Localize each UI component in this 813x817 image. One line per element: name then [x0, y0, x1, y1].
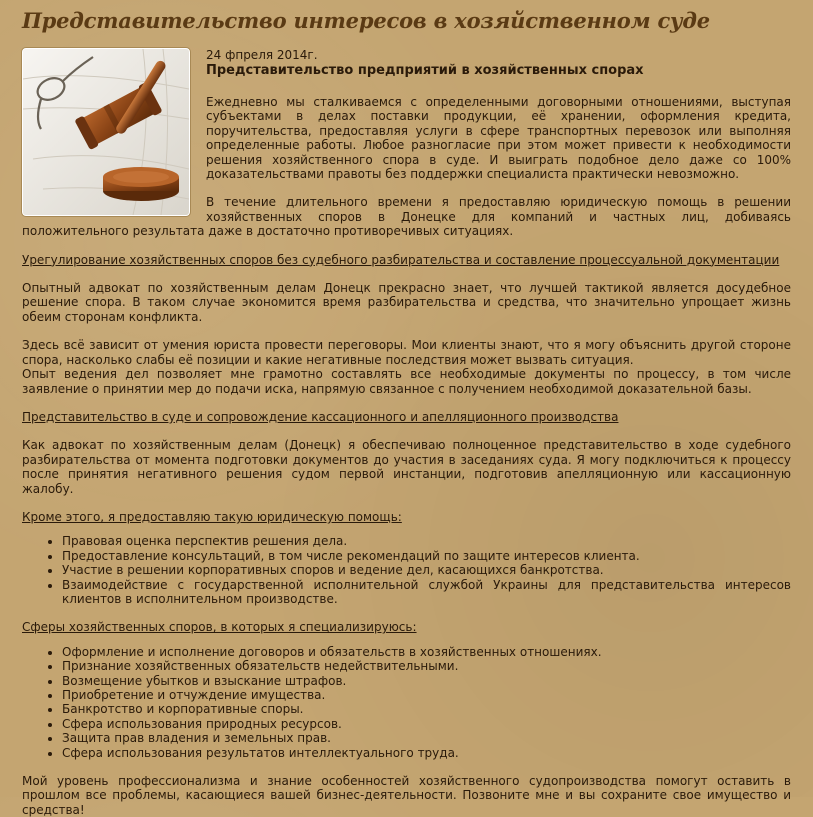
spheres-list — [22, 645, 791, 760]
settlement-paragraph-3: Опыт ведения дел позволяет мне грамотно составлять все необходимые документы по процессу, в том числе заявление о принятии мер до подачи иска, напрямую связанное с получением необходимой доказательной базы. — [22, 367, 791, 396]
services-list — [22, 534, 791, 606]
section-heading-representation: Представительство в суде и сопровождение кассационного и апелляционного производства — [22, 409, 619, 424]
list-item: • Защита прав владения и земельных прав. — [62, 731, 791, 745]
list-item: • Банкротство и корпоративные споры. — [62, 702, 791, 716]
list-item: • Оформление и исполнение договоров и обязательств в хозяйственных отношениях. — [62, 645, 791, 659]
article-date: 24 фпреля 2014г. — [206, 48, 318, 62]
list-item: • Взаимодействие с государственной исполнительной службой Украины для представительства интересов клиентов в исполнительном производстве. — [62, 578, 791, 607]
section-heading-spheres: Сферы хозяйственных споров, в которых я специализируюсь: — [22, 620, 417, 635]
article-heading: Представительство предприятий в хозяйственных спорах — [206, 63, 644, 78]
gavel-and-glasses-image — [23, 49, 189, 215]
intro-paragraph-2: В течение длительного времени я предоставляю юридическую помощь в решении хозяйственных споров в Донецке для компаний и частных лиц, добиваясь положительного результата даже в достаточно противоречивых ситуациях. — [22, 195, 791, 239]
list-item: • Предоставление консультаций, в том числе рекомендаций по защите интересов клиента. — [62, 549, 791, 563]
list-item: • Сфера использования природных ресурсов. — [62, 717, 791, 731]
representation-paragraph: Как адвокат по хозяйственным делам (Донецк) я обеспечиваю полноценное представительство в ходе судебного разбирательства от момента подготовки документов до участия в заседаниях суда. Я могу подключиться к процессу после принятия негативного решения судом первой инстанции, подготовив апелляционную или кассационную жалобу. — [22, 438, 791, 496]
list-item: • Признание хозяйственных обязательств недействительными. — [62, 659, 791, 673]
list-item: • Приобретение и отчуждение имущества. — [62, 688, 791, 702]
settlement-paragraph-2: Здесь всё зависит от умения юриста провести переговоры. Мои клиенты знают, что я могу объяснить другой стороне спора, насколько слабы её позиции и какие негативные последствия может вызвать ситуация. — [22, 338, 791, 367]
list-item: • Сфера использования результатов интеллектуального труда. — [62, 746, 791, 760]
intro-paragraph-1: Ежедневно мы сталкиваемся с определенными договорными отношениями, выступая субъектами в делах поставки продукции, её хранении, оформления кредита, поручительства, предоставляя услуги в сфере транспортных перевозок или выполняя определенные работы. Любое разногласие при этом может привести к необходимости решения хозяйственного спора в суде. И выиграть подобное дело даже со 100% доказательствами правоты без поддержки специалиста практически невозможно. — [206, 95, 791, 182]
list-item: • Правовая оценка перспектив решения дела. — [62, 534, 791, 548]
settlement-paragraph-1: Опытный адвокат по хозяйственным делам Донецк прекрасно знает, что лучшей тактикой является досудебное решение спора. В таком случае экономится время разбирательства и средства, что значительно упрощает жизнь обеим сторонам конфликта. — [22, 281, 791, 324]
closing-paragraph: Мой уровень профессионализма и знание особенностей хозяйственного судопроизводства помогут оставить в прошлом все проблемы, касающиеся вашей бизнес-деятельности. Позвоните мне и вы сохраните свое имущество и средства! — [22, 774, 791, 817]
section-heading-services: Кроме этого, я предоставляю такую юридическую помощь: — [22, 509, 402, 524]
list-item: • Возмещение убытков и взыскание штрафов. — [62, 674, 791, 688]
list-item: • Участие в решении корпоративных споров и ведение дел, касающихся банкротства. — [62, 563, 791, 577]
gavel-photo — [22, 48, 190, 216]
section-heading-settlement: Урегулирование хозяйственных споров без судебного разбирательства и составление процессуальной документации — [22, 252, 780, 267]
page-title: Представительство интересов в хозяйственном суде — [22, 8, 710, 33]
